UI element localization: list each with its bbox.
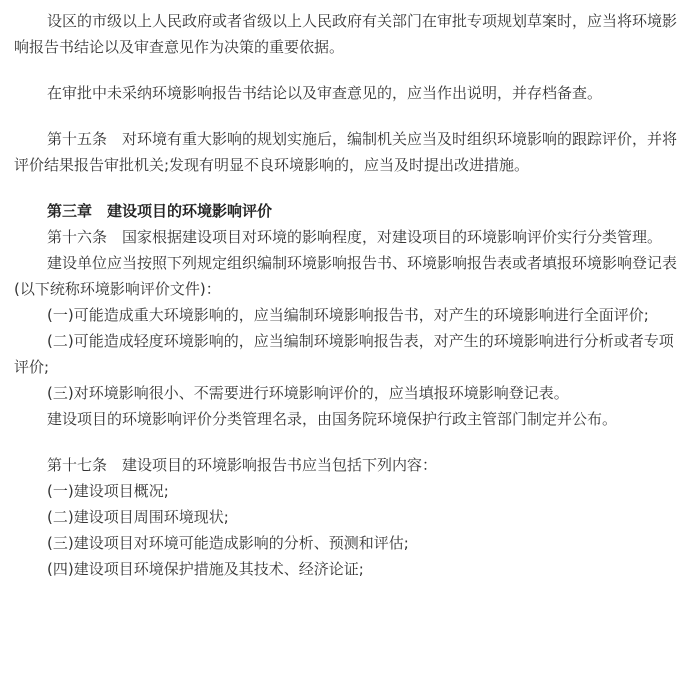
paragraph-construction-unit-rules: 建设单位应当按照下列规定组织编制环境影响报告书、环境影响报告表或者填报环境影响登记表(以下统称环境影响评价文件)：	[14, 254, 678, 298]
document-page	[0, 8, 700, 673]
paragraph-unadopted-explanation: 在审批中未采纳环境影响报告书结论以及审查意见的，应当作出说明，并存档备查。	[47, 84, 603, 102]
chapter-3-heading: 第三章 建设项目的环境影响评价	[47, 202, 273, 220]
list-item-1: (一)可能造成重大环境影响的，应当编制环境影响报告书，对产生的环境影响进行全面评价;	[47, 306, 649, 324]
content-item-2: (二)建设项目周围环境现状;	[47, 508, 229, 526]
content-item-3: (三)建设项目对环境可能造成影响的分析、预测和评估;	[47, 534, 409, 552]
paragraph-planning-approval: 设区的市级以上人民政府或者省级以上人民政府有关部门在审批专项规划草案时，应当将环境影响报告书结论以及审查意见作为决策的重要依据。	[14, 12, 678, 56]
article-17: 第十七条 建设项目的环境影响报告书应当包括下列内容：	[47, 456, 438, 474]
article-16: 第十六条 国家根据建设项目对环境的影响程度，对建设项目的环境影响评价实行分类管理。	[47, 228, 663, 246]
paragraph-classification-catalog: 建设项目的环境影响评价分类管理名录，由国务院环境保护行政主管部门制定并公布。	[47, 410, 618, 428]
content-item-4: (四)建设项目环境保护措施及其技术、经济论证;	[47, 560, 364, 578]
list-item-3: (三)对环境影响很小、不需要进行环境影响评价的，应当填报环境影响登记表。	[47, 384, 569, 402]
list-item-2: (二)可能造成轻度环境影响的，应当编制环境影响报告表，对产生的环境影响进行分析或者专项评价;	[14, 332, 674, 376]
article-15: 第十五条 对环境有重大影响的规划实施后，编制机关应当及时组织环境影响的跟踪评价，并将评价结果报告审批机关;发现有明显不良环境影响的，应当及时提出改进措施。	[14, 130, 678, 174]
content-item-1: (一)建设项目概况;	[47, 482, 169, 500]
